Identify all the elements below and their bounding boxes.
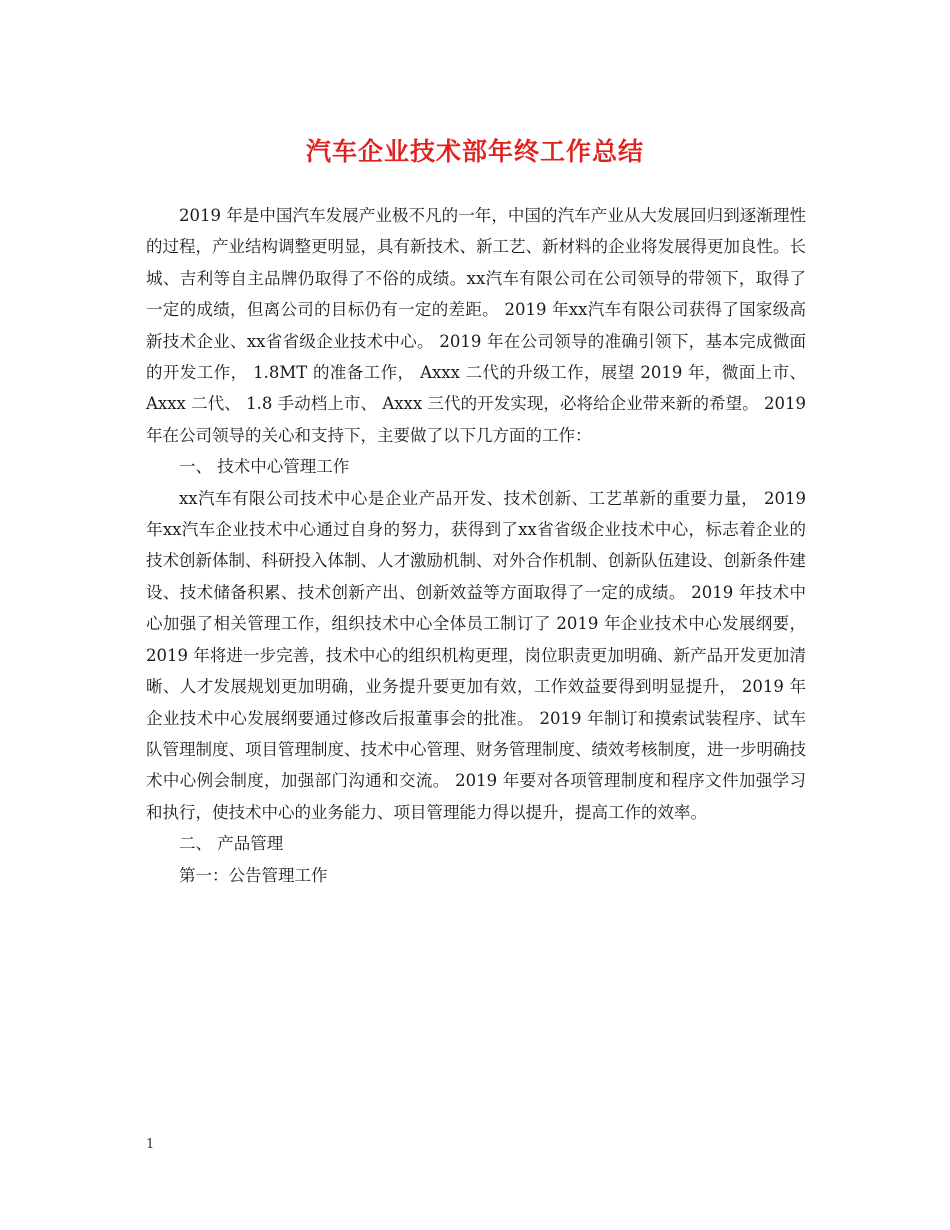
document-title: 汽车企业技术部年终工作总结 [305, 137, 644, 166]
paragraph-intro: 2019 年是中国汽车发展产业极不凡的一年，中国的汽车产业从大发展回归到逐渐理性的过程，产业结构调整更明显，具有新技术、新工艺、新材料的企业将发展得更加良性。长城、吉利等自主品牌仍取得了不俗的成绩。xx汽车有限公司在公司领导的带领下，取得了一定的成绩，但离公司的目标仍有一定的差距。 2019 年xx汽车有限公司获得了国家级高新技术企业、xx省省级企业技术中心。 2019 年在公司领导的准确引领下，基本完成微面的开发工作， 1.8MT 的准备工作， Axxx 二代的升级工作，展望 2019 年，微面上市、 Axxx 二代、 1.8 手动档上市、 Axxx 三代的开发实现，必将给企业带来新的希望。 2019 年在公司领导的关心和支持下，主要做了以下几方面的工作： [146, 206, 806, 445]
document-body [146, 200, 806, 891]
paragraph-tech-center: xx汽车有限公司技术中心是企业产品开发、技术创新、工艺革新的重要力量， 2019 年xx汽车企业技术中心通过自身的努力，获得到了xx省省级企业技术中心，标志着企业的技术创新体制、科研投入体制、人才激励机制、对外合作机制、创新队伍建设、创新条件建设、技术储备积累、技术创新产出、创新效益等方面取得了一定的成绩。 2019 年技术中心加强了相关管理工作，组织技术中心全体员工制订了 2019 年企业技术中心发展纲要， 2019 年将进一步完善，技术中心的组织机构更理，岗位职责更加明确、新产品开发更加清晰、人才发展规划更加明确，业务提升要更加有效，工作效益要得到明显提升， 2019 年企业技术中心发展纲要通过修改后报董事会的批准。 2019 年制订和摸索试装程序、试车队管理制度、项目管理制度、技术中心管理、财务管理制度、绩效考核制度，进一步明确技术中心例会制度，加强部门沟通和交流。 2019 年要对各项管理制度和程序文件加强学习和执行，使技术中心的业务能力、项目管理能力得以提升，提高工作的效率。 [146, 488, 806, 822]
section-heading-tech-center: 一、 技术中心管理工作 [179, 457, 350, 477]
subsection-heading-announcement: 第一：公告管理工作 [179, 865, 328, 885]
page-number: 1 [146, 1137, 155, 1152]
section-heading-product: 二、 产品管理 [179, 834, 284, 854]
